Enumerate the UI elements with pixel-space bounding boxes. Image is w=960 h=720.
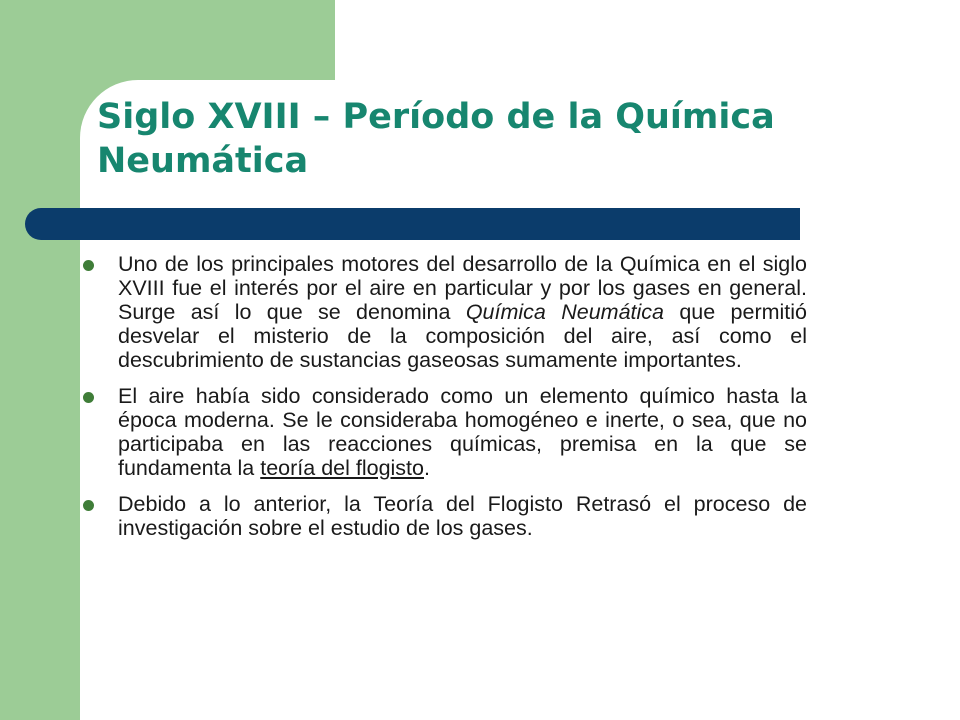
bullet-dot-icon xyxy=(83,500,94,511)
bullet-item-1 xyxy=(80,252,807,372)
slide-title: Siglo XVIII – Período de la Química Neumática xyxy=(97,97,775,181)
bullet-dot-icon xyxy=(83,392,94,403)
bullet-item-3 xyxy=(80,492,807,540)
bullet-text-segment: Uno de los principales motores del desarrollo de la Química en el siglo XVIII fue el interés por el aire en particular y por los gases en general. Surge así lo que se denomina xyxy=(118,252,807,324)
hyperlink-teoria-del-flogisto[interactable]: teoría del flogisto xyxy=(260,456,424,480)
bullet-text xyxy=(118,384,807,480)
bullet-text: Debido a lo anterior, la Teoría del Flogisto Retrasó el proceso de investigación sobre el estudio de los gases. xyxy=(118,492,807,540)
bullet-text-segment: El aire había sido considerado como un elemento químico hasta la época moderna. Se le consideraba homogéneo e inerte, o sea, que no participaba en las reacciones químicas, premisa en la que se fundamenta la xyxy=(118,384,807,480)
bullet-item-2 xyxy=(80,384,807,480)
bullet-dot-icon xyxy=(83,260,94,271)
bullet-text-segment: . xyxy=(424,456,430,480)
title-underline-bar xyxy=(25,208,800,240)
bullet-list xyxy=(80,252,807,552)
bullet-text-segment: que permitió desvelar el misterio de la composición del aire, así como el descubrimiento de sustancias gaseosas sumamente importantes. xyxy=(118,300,807,372)
italic-term: Química Neumática xyxy=(465,300,664,324)
bullet-text xyxy=(118,252,807,372)
